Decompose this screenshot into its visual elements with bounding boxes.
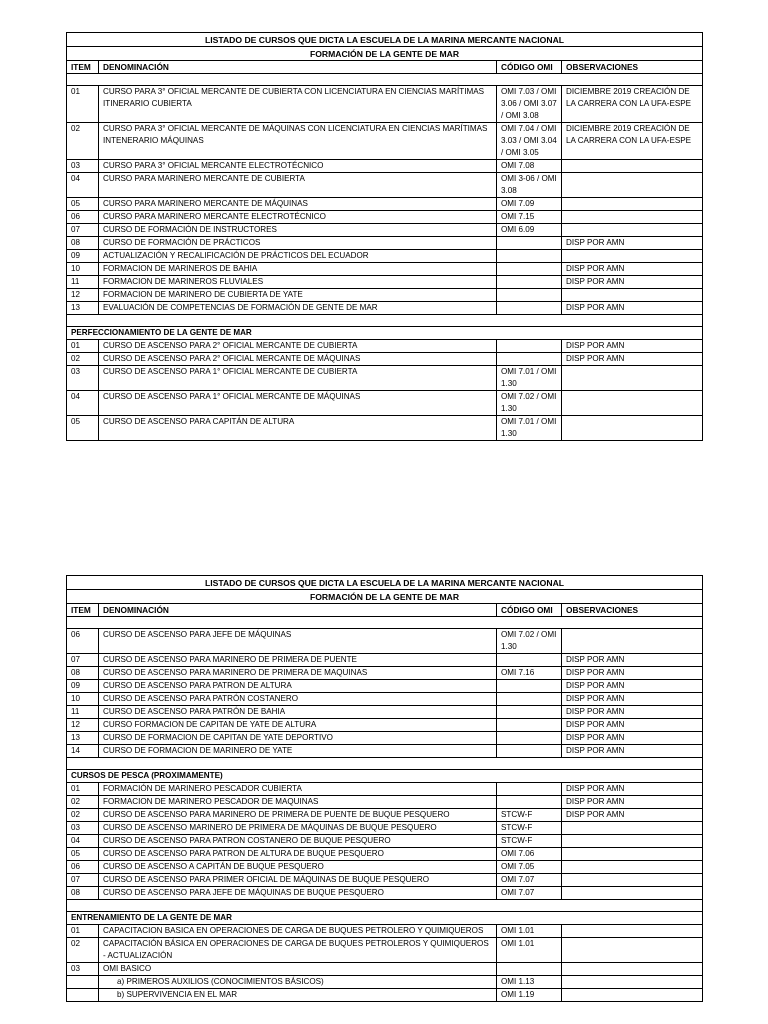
column-header-item: ITEM	[67, 61, 99, 74]
blank-row	[67, 315, 703, 327]
cell-denominacion: CURSO DE ASCENSO PARA PATRON COSTANERO DE BUQUE PESQUERO	[99, 835, 497, 848]
cell-observaciones	[562, 160, 703, 173]
cell-codigo-omi	[497, 680, 562, 693]
cell-item: 03	[67, 963, 99, 976]
cell-denominacion: FORMACION DE MARINERO DE CUBIERTA DE YATE	[99, 289, 497, 302]
cell-item: 09	[67, 250, 99, 263]
table-row	[67, 925, 703, 938]
cell-item: 03	[67, 822, 99, 835]
cell-denominacion: CURSO DE ASCENSO PARA JEFE DE MÁQUINAS DE BUQUE PESQUERO	[99, 887, 497, 900]
cell-denominacion: CURSO DE ASCENSO PARA MARINERO DE PRIMERA DE MAQUINAS	[99, 667, 497, 680]
table-row	[67, 123, 703, 160]
cell-observaciones: DICIEMBRE 2019 CREACIÓN DE LA CARRERA CON LA UFA-ESPE	[562, 86, 703, 123]
table-row	[67, 835, 703, 848]
cell-denominacion: CURSO DE FORMACION DE CAPITAN DE YATE DEPORTIVO	[99, 732, 497, 745]
table-row	[67, 680, 703, 693]
spacer-row	[67, 74, 703, 86]
cell-codigo-omi	[497, 302, 562, 315]
cell-observaciones: DISP POR AMN	[562, 693, 703, 706]
cell-observaciones	[562, 874, 703, 887]
table-row	[67, 809, 703, 822]
column-header-observaciones: OBSERVACIONES	[562, 604, 703, 617]
cell-observaciones: DISP POR AMN	[562, 719, 703, 732]
table-row	[67, 822, 703, 835]
cell-item: 11	[67, 276, 99, 289]
cell-item: 14	[67, 745, 99, 758]
cell-observaciones: DISP POR AMN	[562, 276, 703, 289]
table-row	[67, 963, 703, 976]
cell-codigo-omi: OMI 7.01 / OMI 1.30	[497, 366, 562, 391]
cell-codigo-omi: OMI 1.13	[497, 976, 562, 989]
cell-observaciones	[562, 835, 703, 848]
cell-item: 06	[67, 861, 99, 874]
cell-item	[67, 989, 99, 1002]
cell-observaciones: DICIEMBRE 2019 CREACIÓN DE LA CARRERA CON LA UFA-ESPE	[562, 123, 703, 160]
table-row	[67, 211, 703, 224]
cell-item: 13	[67, 302, 99, 315]
cell-observaciones: DISP POR AMN	[562, 732, 703, 745]
table-row	[67, 160, 703, 173]
cell-codigo-omi: STCW-F	[497, 822, 562, 835]
cell-item: 02	[67, 938, 99, 963]
cell-codigo-omi: OMI 7.05	[497, 861, 562, 874]
table-row	[67, 629, 703, 654]
cell-codigo-omi	[497, 250, 562, 263]
cell-denominacion: CURSO DE ASCENSO PARA PATRÓN DE BAHIA	[99, 706, 497, 719]
table-row	[67, 861, 703, 874]
cell-denominacion: CURSO DE ASCENSO PARA MARINERO DE PRIMERA DE PUENTE	[99, 654, 497, 667]
section-title-perfeccionamiento: PERFECCIONAMIENTO DE LA GENTE DE MAR	[67, 327, 703, 340]
cell-codigo-omi	[497, 706, 562, 719]
cell-observaciones	[562, 366, 703, 391]
cell-item: 04	[67, 391, 99, 416]
cell-codigo-omi: OMI 1.01	[497, 938, 562, 963]
table-row	[67, 796, 703, 809]
cell-denominacion: CURSO DE ASCENSO PARA PATRÓN COSTANERO	[99, 693, 497, 706]
cell-observaciones: DISP POR AMN	[562, 809, 703, 822]
course-table-2	[66, 575, 703, 1002]
table-row	[67, 848, 703, 861]
cell-codigo-omi	[497, 289, 562, 302]
cell-denominacion: CURSO PARA MARINERO MERCANTE DE CUBIERTA	[99, 173, 497, 198]
cell-denominacion: CURSO DE FORMACIÓN DE PRÁCTICOS	[99, 237, 497, 250]
cell-codigo-omi	[497, 353, 562, 366]
cell-denominacion: b) SUPERVIVENCIA EN EL MAR	[99, 989, 497, 1002]
cell-observaciones: DISP POR AMN	[562, 680, 703, 693]
table-row	[67, 276, 703, 289]
cell-denominacion: CURSO DE ASCENSO PARA 2° OFICIAL MERCANTE DE MÁQUINAS	[99, 353, 497, 366]
table-row	[67, 693, 703, 706]
cell-denominacion: CURSO DE ASCENSO PARA MARINERO DE PRIMERA DE PUENTE DE BUQUE PESQUERO	[99, 809, 497, 822]
cell-observaciones	[562, 925, 703, 938]
cell-item: 12	[67, 719, 99, 732]
blank-row	[67, 758, 703, 770]
cell-codigo-omi: OMI 7.02 / OMI 1.30	[497, 391, 562, 416]
cell-item: 02	[67, 809, 99, 822]
cell-item: 04	[67, 173, 99, 198]
table-row	[67, 302, 703, 315]
cell-codigo-omi: OMI 6.09	[497, 224, 562, 237]
blank-row	[67, 900, 703, 912]
table-row	[67, 667, 703, 680]
cell-denominacion: CURSO DE ASCENSO PARA 1° OFICIAL MERCANTE DE CUBIERTA	[99, 366, 497, 391]
table-row	[67, 938, 703, 963]
cell-codigo-omi: OMI 7.07	[497, 874, 562, 887]
cell-item: 10	[67, 263, 99, 276]
cell-item: 05	[67, 848, 99, 861]
cell-codigo-omi	[497, 237, 562, 250]
cell-denominacion: CAPACITACION BASICA EN OPERACIONES DE CARGA DE BUQUES PETROLERO Y QUIMIQUEROS	[99, 925, 497, 938]
cell-codigo-omi: OMI 7.01 / OMI 1.30	[497, 416, 562, 441]
cell-codigo-omi	[497, 276, 562, 289]
perfeccionamiento-rows	[67, 340, 703, 441]
cell-observaciones	[562, 887, 703, 900]
cell-observaciones	[562, 822, 703, 835]
table-row	[67, 353, 703, 366]
cell-item: 13	[67, 732, 99, 745]
cell-item	[67, 976, 99, 989]
cell-denominacion: OMI BASICO	[99, 963, 497, 976]
cell-denominacion: FORMACIÓN DE MARINERO PESCADOR CUBIERTA	[99, 783, 497, 796]
cell-item: 02	[67, 353, 99, 366]
cell-codigo-omi	[497, 783, 562, 796]
table-row	[67, 654, 703, 667]
cell-codigo-omi: OMI 7.04 / OMI 3.03 / OMI 3.04 / OMI 3.05	[497, 123, 562, 160]
course-list-page-1	[66, 32, 702, 441]
table-row	[67, 732, 703, 745]
cell-denominacion: CURSO FORMACION DE CAPITAN DE YATE DE ALTURA	[99, 719, 497, 732]
cell-codigo-omi	[497, 693, 562, 706]
cell-item: 01	[67, 925, 99, 938]
perfeccionamiento-cont-rows	[67, 629, 703, 758]
table-row	[67, 783, 703, 796]
cell-denominacion: CURSO PARA 3° OFICIAL MERCANTE DE CUBIERTA CON LICENCIATURA EN CIENCIAS MARÍTIMAS ITINERARIO CUBIERTA	[99, 86, 497, 123]
cell-item: 01	[67, 86, 99, 123]
cell-codigo-omi	[497, 745, 562, 758]
cell-observaciones: DISP POR AMN	[562, 340, 703, 353]
cell-item: 07	[67, 874, 99, 887]
cell-item: 02	[67, 796, 99, 809]
cell-observaciones	[562, 289, 703, 302]
cell-codigo-omi: OMI 1.19	[497, 989, 562, 1002]
cell-codigo-omi: STCW-F	[497, 835, 562, 848]
column-header-codigo: CÓDIGO OMI	[497, 61, 562, 74]
column-header-codigo: CÓDIGO OMI	[497, 604, 562, 617]
cell-item: 08	[67, 667, 99, 680]
course-list-page-2	[66, 575, 702, 1002]
table-row	[67, 976, 703, 989]
table-row	[67, 173, 703, 198]
cell-denominacion: CURSO DE FORMACIÓN DE INSTRUCTORES	[99, 224, 497, 237]
cell-codigo-omi: OMI 7.07	[497, 887, 562, 900]
course-table-1	[66, 32, 703, 441]
cell-denominacion: CURSO DE ASCENSO PARA JEFE DE MÁQUINAS	[99, 629, 497, 654]
cell-item: 06	[67, 629, 99, 654]
table-row	[67, 340, 703, 353]
cell-codigo-omi: OMI 7.02 / OMI 1.30	[497, 629, 562, 654]
cell-codigo-omi: OMI 7.15	[497, 211, 562, 224]
cell-item: 05	[67, 416, 99, 441]
cell-item: 09	[67, 680, 99, 693]
cell-codigo-omi	[497, 654, 562, 667]
column-header-denominacion: DENOMINACIÓN	[99, 604, 497, 617]
column-header-row	[67, 604, 703, 617]
cell-item: 01	[67, 783, 99, 796]
cell-observaciones: DISP POR AMN	[562, 667, 703, 680]
cell-observaciones: DISP POR AMN	[562, 796, 703, 809]
cell-observaciones	[562, 391, 703, 416]
table-row	[67, 874, 703, 887]
table-row	[67, 224, 703, 237]
table-row	[67, 250, 703, 263]
cell-codigo-omi: OMI 7.03 / OMI 3.06 / OMI 3.07 / OMI 3.08	[497, 86, 562, 123]
cell-denominacion: ACTUALIZACIÓN Y RECALIFICACIÓN DE PRÁCTICOS DEL ECUADOR	[99, 250, 497, 263]
section-title-pesca: CURSOS DE PESCA (PROXIMAMENTE)	[67, 770, 703, 783]
table-row	[67, 416, 703, 441]
cell-observaciones: DISP POR AMN	[562, 783, 703, 796]
cell-item: 03	[67, 366, 99, 391]
cell-item: 01	[67, 340, 99, 353]
cell-observaciones	[562, 173, 703, 198]
table-row	[67, 237, 703, 250]
formacion-rows	[67, 86, 703, 315]
cell-denominacion: CURSO DE ASCENSO PARA 1° OFICIAL MERCANTE DE MÁQUINAS	[99, 391, 497, 416]
cell-observaciones	[562, 848, 703, 861]
table-row	[67, 391, 703, 416]
cell-codigo-omi: STCW-F	[497, 809, 562, 822]
cell-denominacion: CAPACITACIÓN BÁSICA EN OPERACIONES DE CARGA DE BUQUES PETROLEROS Y QUIMIQUEROS - ACTUALIZACIÓN	[99, 938, 497, 963]
column-header-item: ITEM	[67, 604, 99, 617]
cell-denominacion: CURSO DE ASCENSO PARA PRIMER OFICIAL DE MÁQUINAS DE BUQUE PESQUERO	[99, 874, 497, 887]
cell-observaciones	[562, 963, 703, 976]
table-row	[67, 86, 703, 123]
cell-denominacion: CURSO DE ASCENSO MARINERO DE PRIMERA DE MÁQUINAS DE BUQUE PESQUERO	[99, 822, 497, 835]
cell-observaciones: DISP POR AMN	[562, 706, 703, 719]
cell-codigo-omi	[497, 263, 562, 276]
cell-item: 08	[67, 887, 99, 900]
cell-denominacion: CURSO DE ASCENSO PARA CAPITÁN DE ALTURA	[99, 416, 497, 441]
document-title: LISTADO DE CURSOS QUE DICTA LA ESCUELA DE LA MARINA MERCANTE NACIONAL	[67, 33, 703, 47]
section-title-entrenamiento: ENTRENAMIENTO DE LA GENTE DE MAR	[67, 912, 703, 925]
document-subtitle: FORMACIÓN DE LA GENTE DE MAR	[67, 47, 703, 61]
cell-item: 05	[67, 198, 99, 211]
table-row	[67, 719, 703, 732]
cell-item: 04	[67, 835, 99, 848]
cell-denominacion: CURSO DE FORMACION DE MARINERO DE YATE	[99, 745, 497, 758]
pesca-rows	[67, 783, 703, 900]
table-row	[67, 198, 703, 211]
cell-observaciones	[562, 976, 703, 989]
cell-item: 08	[67, 237, 99, 250]
cell-observaciones	[562, 416, 703, 441]
cell-codigo-omi	[497, 963, 562, 976]
cell-item: 07	[67, 224, 99, 237]
cell-observaciones: DISP POR AMN	[562, 654, 703, 667]
cell-codigo-omi: OMI 7.09	[497, 198, 562, 211]
cell-denominacion: FORMACION DE MARINERO PESCADOR DE MAQUINAS	[99, 796, 497, 809]
column-header-denominacion: DENOMINACIÓN	[99, 61, 497, 74]
cell-codigo-omi	[497, 340, 562, 353]
cell-item: 12	[67, 289, 99, 302]
cell-observaciones	[562, 629, 703, 654]
column-header-observaciones: OBSERVACIONES	[562, 61, 703, 74]
cell-denominacion: CURSO DE ASCENSO A CAPITÁN DE BUQUE PESQUERO	[99, 861, 497, 874]
cell-item: 06	[67, 211, 99, 224]
cell-item: 07	[67, 654, 99, 667]
cell-denominacion: CURSO DE ASCENSO PARA PATRON DE ALTURA	[99, 680, 497, 693]
cell-denominacion: CURSO DE ASCENSO PARA PATRON DE ALTURA DE BUQUE PESQUERO	[99, 848, 497, 861]
document-subtitle: FORMACIÓN DE LA GENTE DE MAR	[67, 590, 703, 604]
cell-denominacion: a) PRIMEROS AUXILIOS (CONOCIMIENTOS BÁSICOS)	[99, 976, 497, 989]
cell-denominacion: EVALUACIÓN DE COMPETENCIAS DE FORMACIÓN DE GENTE DE MAR	[99, 302, 497, 315]
cell-observaciones: DISP POR AMN	[562, 302, 703, 315]
cell-item: 11	[67, 706, 99, 719]
cell-denominacion: FORMACION DE MARINEROS FLUVIALES	[99, 276, 497, 289]
cell-codigo-omi: OMI 7.08	[497, 160, 562, 173]
cell-observaciones	[562, 938, 703, 963]
table-row	[67, 366, 703, 391]
cell-observaciones	[562, 211, 703, 224]
cell-codigo-omi	[497, 732, 562, 745]
cell-denominacion: FORMACION DE MARINEROS DE BAHIA	[99, 263, 497, 276]
cell-observaciones: DISP POR AMN	[562, 745, 703, 758]
cell-item: 03	[67, 160, 99, 173]
cell-observaciones	[562, 861, 703, 874]
cell-item: 10	[67, 693, 99, 706]
cell-codigo-omi: OMI 7.16	[497, 667, 562, 680]
cell-codigo-omi: OMI 1.01	[497, 925, 562, 938]
cell-observaciones: DISP POR AMN	[562, 237, 703, 250]
cell-codigo-omi	[497, 796, 562, 809]
entrenamiento-rows	[67, 925, 703, 1002]
table-row	[67, 887, 703, 900]
table-row	[67, 263, 703, 276]
document-title: LISTADO DE CURSOS QUE DICTA LA ESCUELA DE LA MARINA MERCANTE NACIONAL	[67, 576, 703, 590]
cell-denominacion: CURSO PARA 3° OFICIAL MERCANTE ELECTROTÉCNICO	[99, 160, 497, 173]
cell-observaciones	[562, 250, 703, 263]
cell-denominacion: CURSO DE ASCENSO PARA 2° OFICIAL MERCANTE DE CUBIERTA	[99, 340, 497, 353]
cell-denominacion: CURSO PARA MARINERO MERCANTE DE MÁQUINAS	[99, 198, 497, 211]
table-row	[67, 745, 703, 758]
table-row	[67, 989, 703, 1002]
spacer-row	[67, 617, 703, 629]
cell-observaciones	[562, 224, 703, 237]
cell-observaciones	[562, 198, 703, 211]
cell-observaciones	[562, 989, 703, 1002]
cell-codigo-omi: OMI 3-06 / OMI 3.08	[497, 173, 562, 198]
cell-denominacion: CURSO PARA 3° OFICIAL MERCANTE DE MÁQUINAS CON LICENCIATURA EN CIENCIAS MARÍTIMAS INTENERARIO MÁQUINAS	[99, 123, 497, 160]
cell-denominacion: CURSO PARA MARINERO MERCANTE ELECTROTÉCNICO	[99, 211, 497, 224]
cell-item: 02	[67, 123, 99, 160]
cell-codigo-omi: OMI 7.06	[497, 848, 562, 861]
column-header-row	[67, 61, 703, 74]
cell-codigo-omi	[497, 719, 562, 732]
cell-observaciones: DISP POR AMN	[562, 263, 703, 276]
table-row	[67, 289, 703, 302]
cell-observaciones: DISP POR AMN	[562, 353, 703, 366]
table-row	[67, 706, 703, 719]
